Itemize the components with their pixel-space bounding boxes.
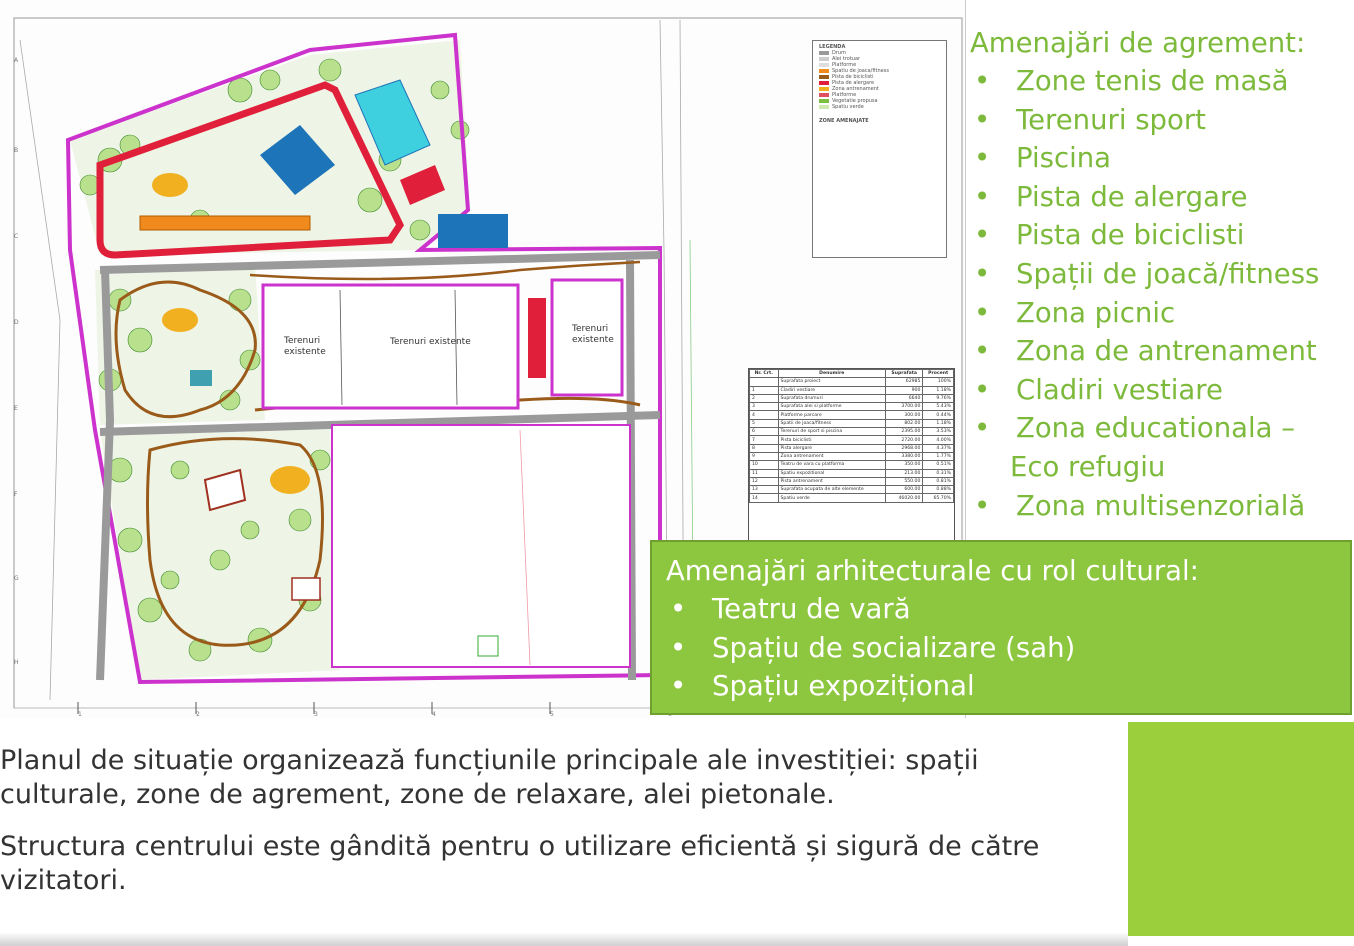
- list-item: • Piscina: [974, 142, 1111, 175]
- table-cell: [750, 378, 779, 386]
- legend-title: LEGENDA: [819, 44, 846, 50]
- table-cell: 350.00: [886, 461, 923, 469]
- table-cell: 13: [750, 486, 779, 494]
- table-cell: 0.31%: [923, 469, 954, 477]
- table-cell: Spatiu expozitional: [778, 469, 886, 477]
- svg-text:A: A: [14, 57, 19, 64]
- description-paragraph: Planul de situație organizează funcțiunile principale ale investiției: spații culturale, zone de agrement, zone de relaxare, alei pietonale.: [0, 745, 979, 810]
- table-cell: Pista biciclisti: [778, 436, 886, 444]
- table-cell: Terenuri de sport si piscina: [778, 428, 886, 436]
- table-cell: Suprafata drumuri: [778, 394, 886, 402]
- table-cell: 0.51%: [923, 461, 954, 469]
- table-cell: Platforme parcare: [778, 411, 886, 419]
- table-header: Nr. Crt.: [750, 370, 779, 378]
- table-cell: Spatii de joaca/fitness: [778, 419, 886, 427]
- table-header: Procent: [923, 370, 954, 378]
- table-cell: Pista alergare: [778, 444, 886, 452]
- table-row: [750, 419, 954, 427]
- table-cell: 6: [750, 428, 779, 436]
- legend-item: Platforme: [819, 62, 940, 68]
- svg-text:D: D: [14, 319, 19, 326]
- description-paragraph: Structura centrului este gândită pentru o utilizare eficientă și sigură de către vizitatori.: [0, 831, 1040, 896]
- table-row: [750, 477, 954, 485]
- table-cell: 8: [750, 444, 779, 452]
- legend-item: Zona antrenament: [819, 86, 940, 92]
- legend-item: Pista de alergare: [819, 80, 940, 86]
- svg-text:1: 1: [78, 711, 82, 718]
- table-cell: 9.76%: [923, 394, 954, 402]
- table-row: [750, 386, 954, 394]
- agrement-list: [970, 24, 1354, 525]
- table-cell: Zona antrenament: [778, 452, 886, 460]
- table-cell: 5.43%: [923, 403, 954, 411]
- table-cell: 4.00%: [923, 436, 954, 444]
- table-row: [750, 444, 954, 452]
- table-cell: 62985: [886, 378, 923, 386]
- table-cell: 0.81%: [923, 477, 954, 485]
- svg-text:G: G: [14, 575, 19, 582]
- table-cell: 11: [750, 469, 779, 477]
- table-row: [750, 452, 954, 460]
- table-row: [750, 411, 954, 419]
- svg-text:H: H: [14, 659, 19, 666]
- legend-item: Drum: [819, 50, 940, 56]
- list-item: • Zone tenis de masă: [974, 65, 1289, 97]
- table-cell: 9: [750, 452, 779, 460]
- table-cell: Suprafata proiect: [778, 378, 886, 386]
- table-cell: 2: [750, 394, 779, 402]
- table-cell: 802.00: [886, 419, 923, 427]
- table-cell: Suprafata alei si platforme: [778, 403, 886, 411]
- table-cell: 0.44%: [923, 411, 954, 419]
- table-cell: 65.70%: [923, 494, 954, 502]
- svg-text:2: 2: [196, 711, 200, 718]
- field-label-1: Terenuri existente: [284, 336, 326, 357]
- table-cell: 1: [750, 386, 779, 394]
- table-cell: 10: [750, 461, 779, 469]
- table-cell: 46020.00: [886, 494, 923, 502]
- legend-item: Spatiu verde: [819, 104, 940, 110]
- list-item: • Teatru de vară: [670, 593, 911, 625]
- svg-text:E: E: [14, 405, 18, 412]
- list-item: • Cladiri vestiare: [974, 373, 1223, 406]
- table-cell: Teatru de vara cu platforma: [778, 461, 886, 469]
- table-cell: 100%: [923, 378, 954, 386]
- table-cell: 4.37%: [923, 444, 954, 452]
- cultural-title: Amenajări arhitecturale cu rol cultural:: [666, 555, 1199, 587]
- svg-text:5: 5: [550, 711, 554, 718]
- table-cell: 1.77%: [923, 452, 954, 460]
- table-row: [750, 494, 954, 502]
- list-item: • Zona educationala –: [974, 412, 1295, 445]
- field-label-2: Terenuri existente: [390, 337, 471, 347]
- table-cell: 14: [750, 494, 779, 502]
- list-item: • Terenuri sport: [974, 103, 1206, 136]
- legend-item: Vegetatie propusa: [819, 98, 940, 104]
- decorative-green-block: [1128, 722, 1354, 936]
- table-cell: 12: [750, 477, 779, 485]
- list-item: • Pista de alergare: [974, 180, 1248, 213]
- table-cell: 3700.00: [886, 403, 923, 411]
- bottom-divider: [0, 932, 1128, 946]
- area-table: [748, 368, 955, 542]
- table-cell: 3380.00: [886, 452, 923, 460]
- list-item-continuation: Eco refugiu: [1010, 450, 1166, 483]
- agrement-title: Amenajări de agrement:: [970, 27, 1306, 59]
- table-cell: 600.00: [886, 486, 923, 494]
- table-cell: 5: [750, 419, 779, 427]
- table-row: [750, 394, 954, 402]
- table-cell: 900: [886, 386, 923, 394]
- list-item: • Zona de antrenament: [974, 335, 1317, 368]
- list-item: • Zona multisenzorială: [974, 489, 1306, 522]
- table-cell: 1.18%: [923, 386, 954, 394]
- table-cell: 2395.00: [886, 428, 923, 436]
- table-cell: Suprafata ocupata de alte elemente: [778, 486, 886, 494]
- table-cell: Spatiu verde: [778, 494, 886, 502]
- legend-item: Alei trotuar: [819, 56, 940, 62]
- table-row: [750, 469, 954, 477]
- field-label-3: Terenuri existente: [572, 324, 614, 345]
- table-cell: 4: [750, 411, 779, 419]
- list-item: • Spațiu expozițional: [670, 670, 975, 702]
- table-cell: 3: [750, 403, 779, 411]
- svg-text:B: B: [14, 147, 19, 154]
- table-cell: 550.00: [886, 477, 923, 485]
- table-cell: 3.53%: [923, 428, 954, 436]
- svg-text:4: 4: [432, 711, 436, 718]
- list-item: • Spații de joacă/fitness: [974, 257, 1320, 290]
- svg-text:C: C: [14, 233, 19, 240]
- table-row: [750, 428, 954, 436]
- table-cell: 213.00: [886, 469, 923, 477]
- plan-legend: [812, 40, 947, 258]
- table-row: [750, 486, 954, 494]
- table-cell: 6640: [886, 394, 923, 402]
- table-cell: 300.00: [886, 411, 923, 419]
- legend-item: Pista de biciclisti: [819, 74, 940, 80]
- svg-text:F: F: [14, 491, 18, 498]
- table-cell: 1.18%: [923, 419, 954, 427]
- table-cell: 2968.00: [886, 444, 923, 452]
- list-item: • Zona picnic: [974, 296, 1176, 329]
- list-item: • Pista de biciclisti: [974, 219, 1245, 252]
- svg-text:3: 3: [314, 711, 318, 718]
- description: [0, 744, 1110, 916]
- table-cell: 2720.00: [886, 436, 923, 444]
- table-row: [750, 461, 954, 469]
- cultural-box: [650, 540, 1352, 715]
- table-cell: 0.88%: [923, 486, 954, 494]
- legend-subtitle: ZONE AMENAJATE: [819, 118, 869, 124]
- table-cell: 7: [750, 436, 779, 444]
- table-row: [750, 403, 954, 411]
- table-row: [750, 378, 954, 386]
- table-cell: Pista antrenament: [778, 477, 886, 485]
- table-header: Denumire: [778, 370, 886, 378]
- legend-item: Spatiu de joaca/fitness: [819, 68, 940, 74]
- list-item: • Spațiu de socializare (sah): [670, 631, 1076, 664]
- table-row: [750, 436, 954, 444]
- table-header: Suprafata: [886, 370, 923, 378]
- legend-item: Platforme: [819, 92, 940, 98]
- table-cell: Cladiri vestiare: [778, 386, 886, 394]
